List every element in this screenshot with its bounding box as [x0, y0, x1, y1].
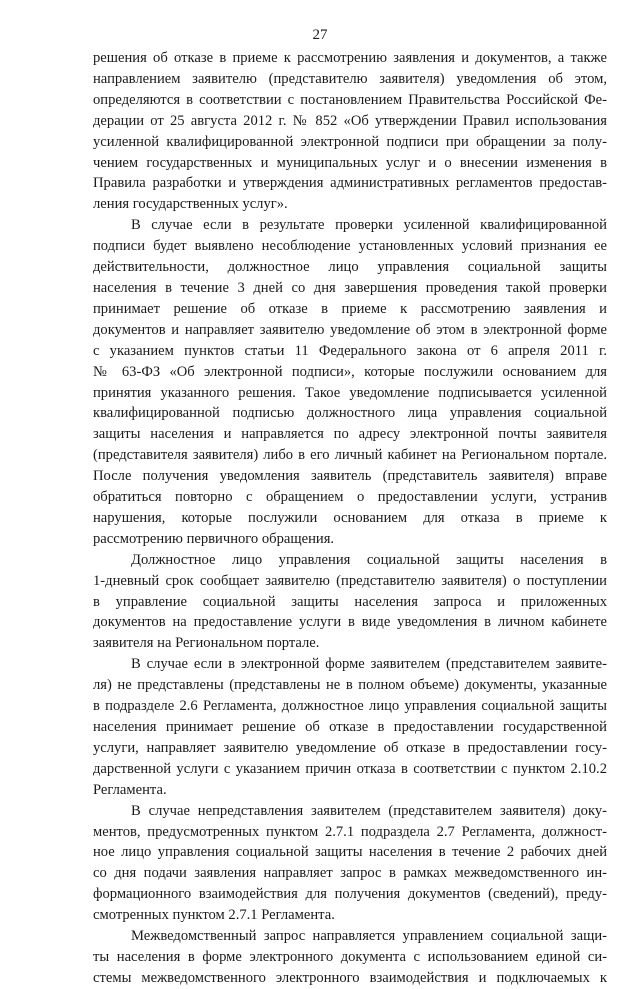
text-line: После получения уведомления заявитель (представитель заявителя) вправе	[93, 468, 607, 485]
text-line: Должностное лицо управления социальной защиты населения в	[131, 551, 607, 568]
text-line: определяются в соответствии с постановлением Правительства Российской Фе-	[93, 91, 607, 108]
text-line: дарственной услуги с указанием причин отказа в соответствии с пунктом 2.10.2	[93, 760, 607, 777]
text-line: со дня подачи заявления направляет запрос в рамках межведомственного ин-	[93, 865, 607, 882]
text-line: В случае если в результате проверки усиленной квалифицированной	[131, 217, 607, 234]
text-line: В случае непредставления заявителем (представителем заявителя) доку-	[131, 802, 607, 819]
text-line: принимает решение об отказе в приеме к рассмотрению заявления и	[93, 300, 607, 317]
text-line: В случае если в электронной форме заявителем (представителем заявите-	[131, 656, 607, 673]
text-line: формационного взаимодействия для получения документов (сведений), преду-	[93, 886, 607, 903]
text-line: защиты населения и направляется по адресу электронной почты заявителя	[93, 426, 607, 443]
text-line: населения в течение 3 дней со дня завершения проведения такой проверки	[93, 279, 607, 296]
text-line: ля) не представлены (представлены не в полном объеме) документы, указанные	[93, 677, 607, 694]
text-line: подписи будет выявлено несоблюдение установленных условий признания ее	[93, 238, 607, 255]
text-line: смотренных пунктом 2.7.1 Регламента.	[93, 907, 335, 924]
text-line: ментов, предусмотренных пунктом 2.7.1 подраздела 2.7 Регламента, должност-	[93, 823, 607, 840]
text-line: действительности, должностное лицо управления социальной защиты	[93, 259, 607, 276]
text-line: ное лицо управления социальной защиты населения в течение 2 рабочих дней	[93, 844, 607, 861]
document-body	[93, 48, 607, 989]
text-line: ления государственных услуг».	[93, 196, 288, 213]
text-line: принятия указанного решения. Такое уведомление подписывается усиленной	[93, 384, 607, 401]
text-line: решения об отказе в приеме к рассмотрению заявления и документов, а также	[93, 50, 607, 66]
text-line: направлением заявителю (представителю заявителя) уведомления об этом,	[93, 70, 607, 87]
text-line: Межведомственный запрос направляется управлением социальной защи-	[131, 928, 607, 945]
paragraph	[93, 801, 607, 926]
paragraph	[93, 48, 607, 215]
text-line: в управление социальной защиты населения запроса и приложенных	[93, 593, 607, 610]
paragraph	[93, 926, 607, 989]
text-line: с указанием пунктов статьи 11 Федерального закона от 6 апреля 2011 г.	[93, 342, 607, 359]
text-line: нарушения, которые послужили основанием для отказа в приеме к	[93, 509, 607, 526]
text-line: в подразделе 2.6 Регламента, должностное лицо управления социальной защиты	[93, 698, 607, 715]
text-line: квалифицированной подписью должностного лица управления социальной	[93, 405, 607, 422]
text-line: (представителя заявителя) либо в его личный кабинет на Региональном портале.	[93, 447, 607, 464]
text-line: Регламента.	[93, 781, 167, 798]
paragraph	[93, 654, 607, 800]
text-line: чением государственных и муниципальных услуг и о внесении изменения в	[93, 154, 607, 171]
text-line: стемы межведомственного электронного взаимодействия и подключаемых к	[93, 969, 607, 986]
paragraph	[93, 550, 607, 655]
text-line: ты населения в форме электронного документа с использованием единой си-	[93, 948, 607, 965]
text-line: заявителя на Региональном портале.	[93, 635, 320, 652]
text-line: обратиться повторно с обращением о предоставлении услуги, устранив	[93, 489, 607, 506]
text-line: услуги, направляет заявителю уведомление об отказе в предоставлении госу-	[93, 739, 607, 756]
text-line: документов на предоставление услуги в виде уведомления в личном кабинете	[93, 614, 607, 631]
text-line: Правила разработки и утверждения административных регламентов предостав-	[93, 175, 607, 192]
text-line: рассмотрению первичного обращения.	[93, 530, 335, 547]
paragraph	[93, 215, 607, 550]
text-line: 1-дневный срок сообщает заявителю (представителю заявителя) о поступлении	[93, 572, 607, 589]
text-line: документов и направляет заявителю уведомление об этом в электронной форме	[93, 321, 607, 338]
page-number: 27	[312, 27, 328, 43]
text-line: усиленной квалифицированной электронной подписи при обращении за полу-	[93, 133, 607, 150]
text-line: дерации от 25 августа 2012 г. № 852 «Об утверждении Правил использования	[93, 112, 607, 129]
text-line: № 63-ФЗ «Об электронной подписи», которые послужили основанием для	[93, 363, 607, 380]
text-line: населения принимает решение об отказе в предоставлении государственной	[93, 719, 607, 735]
